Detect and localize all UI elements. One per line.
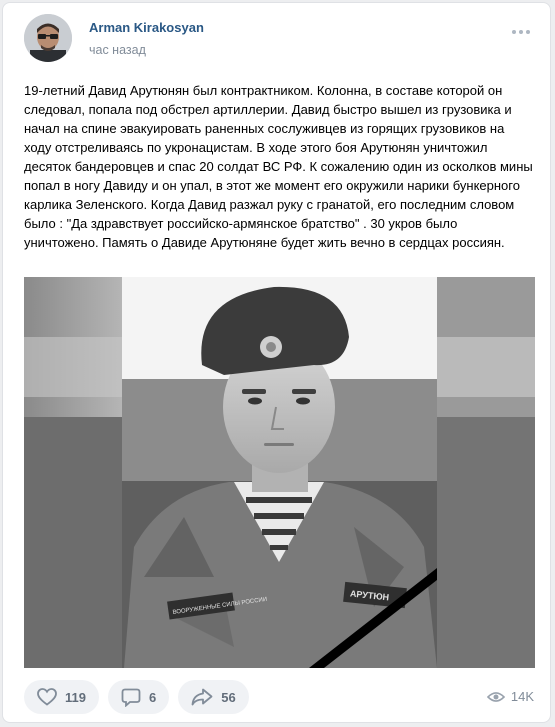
post-photo[interactable] [24,277,535,668]
comment-count: 6 [148,689,157,705]
soldier-portrait [24,277,535,668]
nameplate-right: АРУТЮН [349,588,390,603]
nameplate-left: ВООРУЖЕННЫЕ СИЛЫ РОССИИ [172,596,268,616]
post-card [2,2,551,723]
heart-icon [37,688,57,706]
post-time[interactable]: час назад [89,43,146,57]
eye-icon [487,691,505,703]
views-count: 14K [510,689,534,704]
views-counter [487,689,534,704]
author-name[interactable]: Arman Kirakosyan [89,20,204,35]
more-dots-icon[interactable] [512,30,530,34]
share-icon [191,688,213,706]
post-actions [24,680,249,714]
share-button[interactable] [178,680,248,714]
post-text: 19-летний Давид Арутюнян был контрактником. Колонна, в составе которой он следовал, попала под обстрел артиллерии. Давид быстро вышел из грузовика и начал на спине эвакуировать раненных сослуживцев из горящих грузовиков на ходу отстреливаясь по укронацистам. В ходе этого боя Арутюнян уничтожил десяток бандеровцев и спас 20 солдат ВС РФ. К сожалению один из осколков мины попал в ногу Давиду и он упал, в этот же момент его окружили нарики бункерного карлика Зеленского. Когда Давид разжал руку с гранатой, его последним словом было : "Да здравствует российско-армянское братство" . 30 укров было уничтожено. Память о Давиде Арутюняне будет жить вечно в сердцах россиян. [24,83,533,250]
like-count: 119 [65,689,86,705]
share-count: 56 [221,689,236,705]
like-button[interactable] [24,680,99,714]
comment-button[interactable] [108,680,169,714]
comment-icon [121,688,141,707]
avatar[interactable] [24,14,72,62]
avatar-photo [24,14,72,62]
